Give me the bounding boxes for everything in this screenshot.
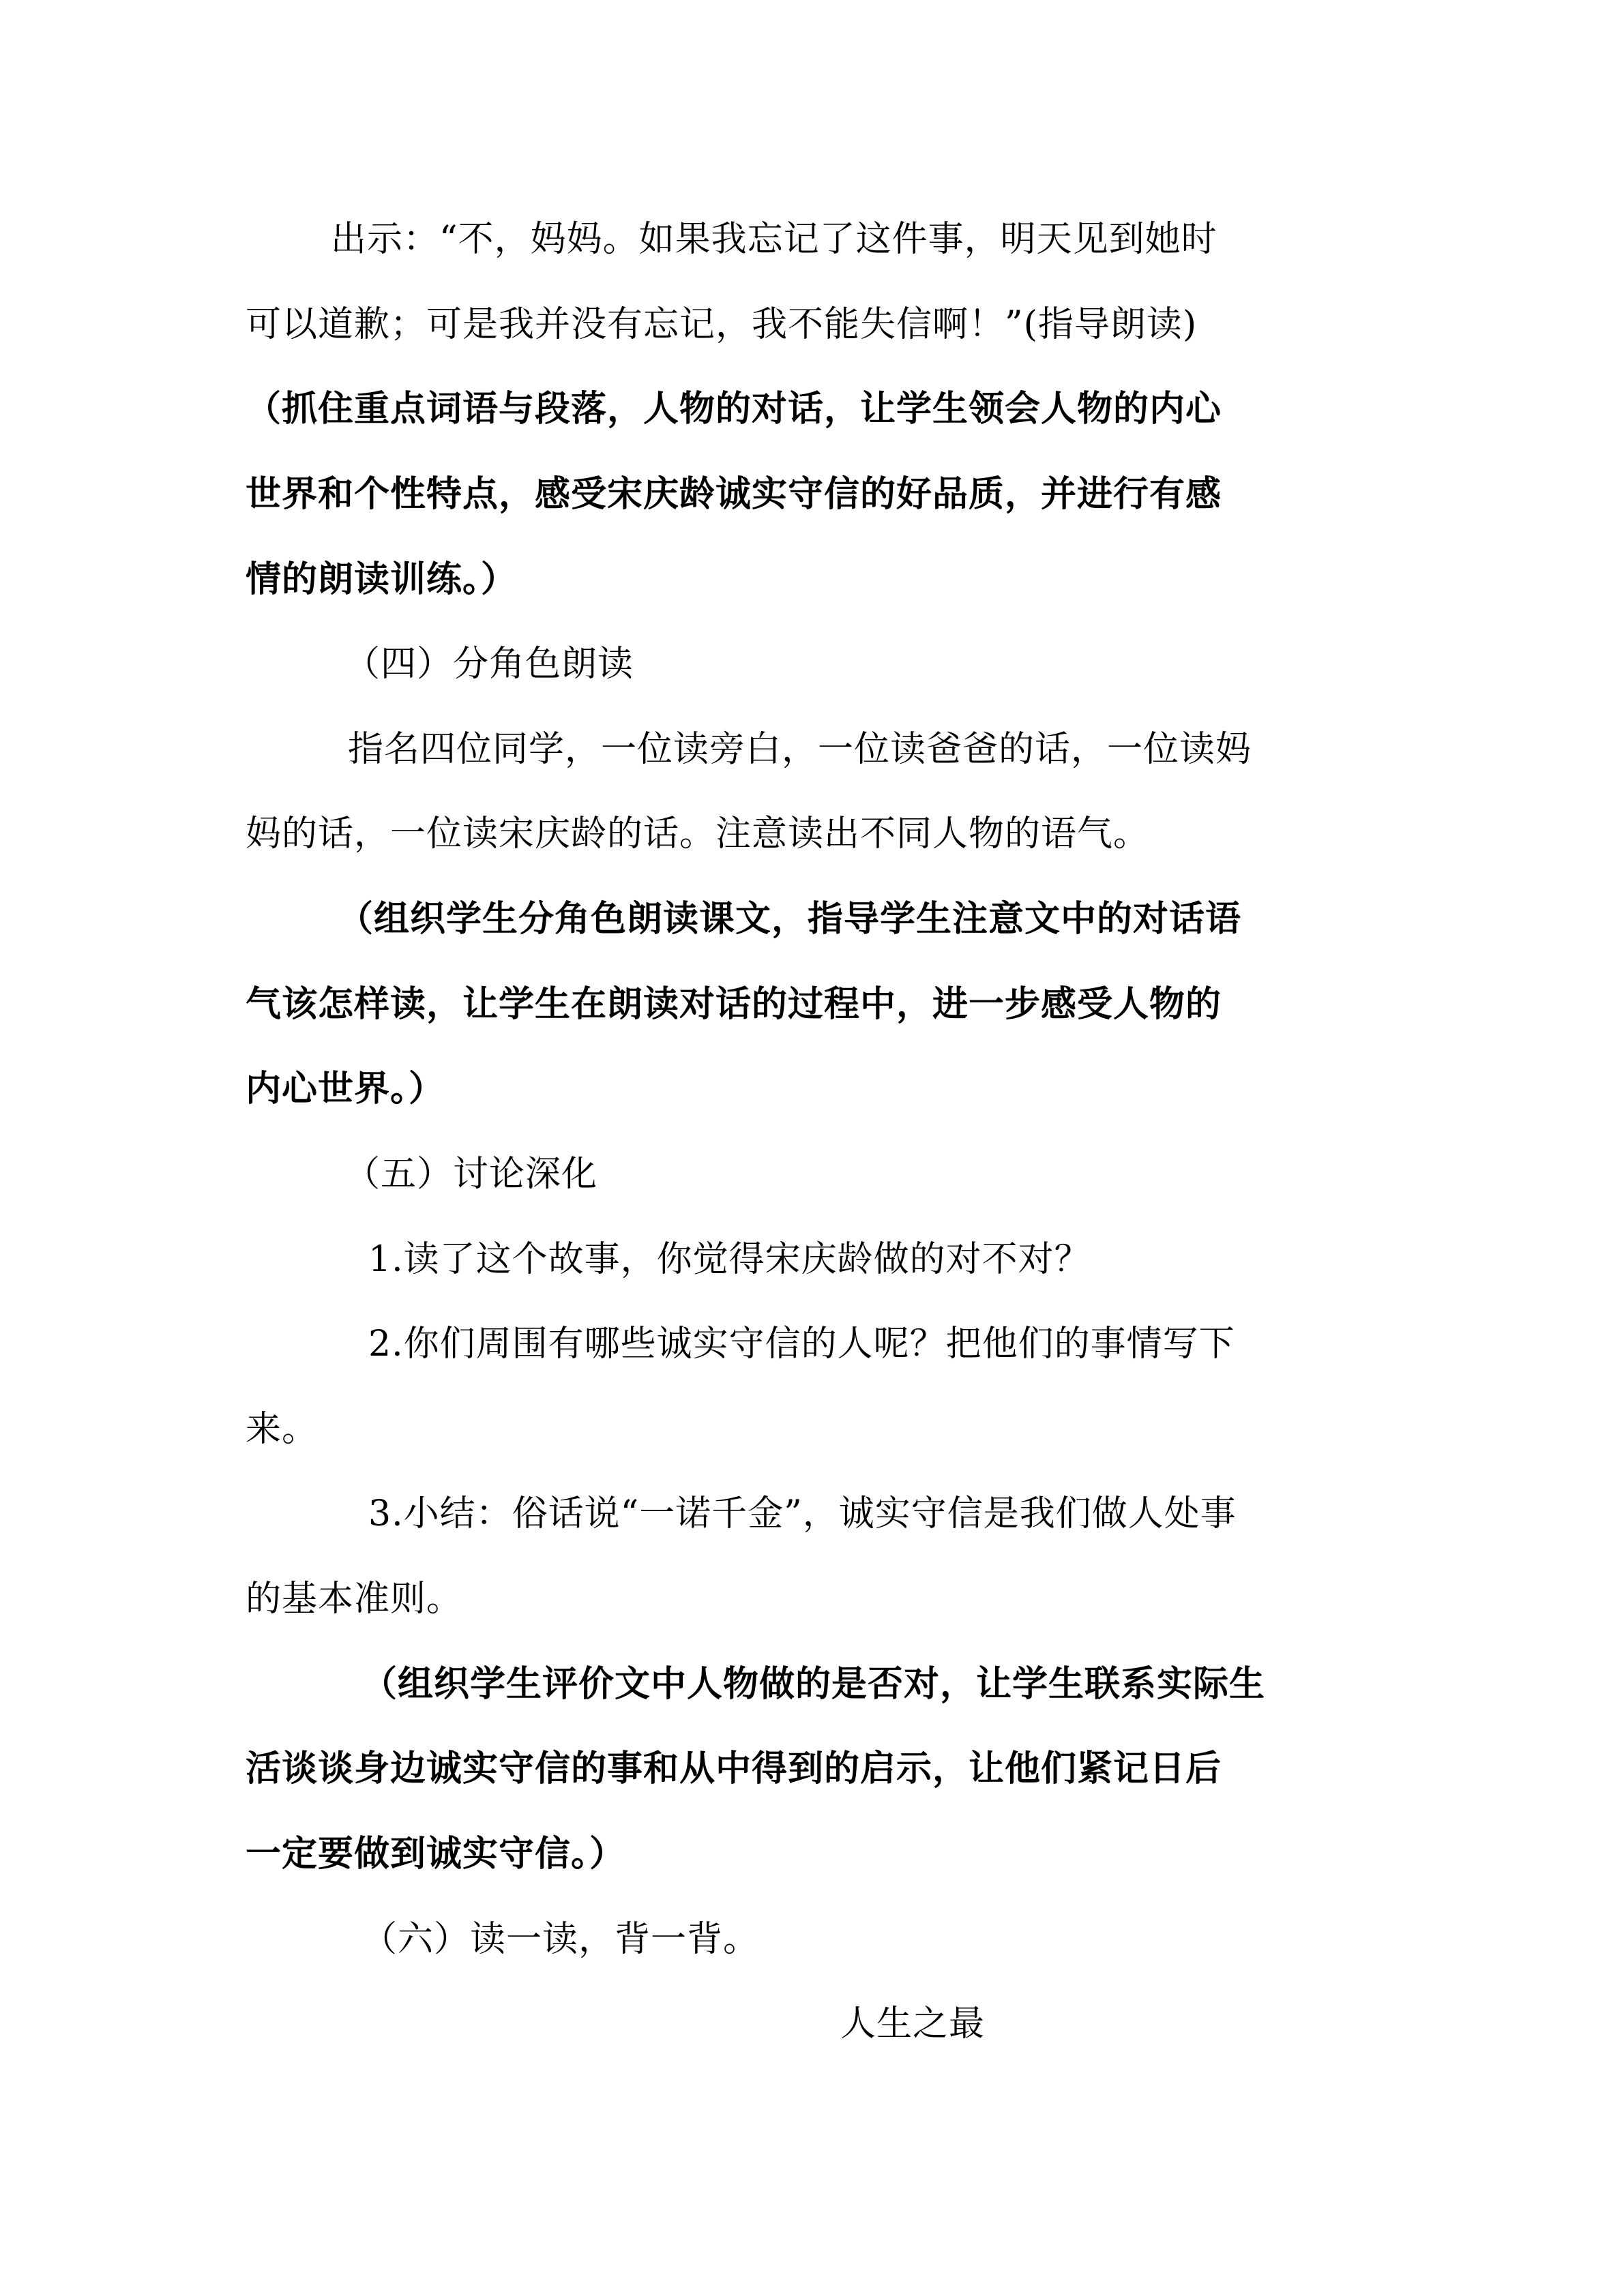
text-line-7: 指名四位同学，一位读旁白，一位读爸爸的话，一位读妈: [348, 729, 1252, 770]
list-item-3-continued: 的基本准则。: [246, 1579, 463, 1620]
list-item-1: 1.读了这个故事，你觉得宋庆龄做的对不对？: [368, 1239, 1091, 1280]
list-item-2-continued: 来。: [246, 1409, 319, 1450]
list-item-3: 3.小结：俗话说“一诺千金”，诚实守信是我们做人处事: [368, 1493, 1237, 1534]
bold-note-line-1: （抓住重点词语与段落，人物的对话，让学生领会人物的内心: [246, 389, 1222, 430]
bold-note-line-6: 内心世界。）: [246, 1069, 445, 1109]
section-heading-6: （六）读一读，背一背。: [361, 1919, 760, 1960]
bold-note-line-2: 世界和个性特点，感受宋庆龄诚实守信的好品质，并进行有感: [246, 474, 1222, 515]
list-item-2: 2.你们周围有哪些诚实守信的人呢？把他们的事情写下: [368, 1324, 1235, 1365]
text-line-8: 妈的话，一位读宋庆龄的话。注意读出不同人物的语气。: [246, 814, 1150, 854]
section-heading-5: （五）讨论深化: [344, 1154, 598, 1195]
bold-note-line-9: 一定要做到诚实守信。）: [246, 1834, 626, 1875]
bold-note-line-3: 情的朗读训练。）: [246, 559, 518, 600]
poem-title: 人生之最: [840, 2003, 986, 2044]
section-heading-4: （四）分角色朗读: [344, 644, 634, 685]
bold-note-line-7: （组织学生评价文中人物做的是否对，让学生联系实际生: [361, 1664, 1266, 1705]
bold-note-line-8: 活谈谈身边诚实守信的事和从中得到的启示，让他们紧记日后: [246, 1748, 1222, 1789]
bold-note-line-4: （组织学生分角色朗读课文，指导学生注意文中的对话语: [338, 899, 1242, 940]
bold-note-line-5: 气该怎样读，让学生在朗读对话的过程中，进一步感受人物的: [246, 984, 1222, 1025]
text-line-2: 可以道歉；可是我并没有忘记，我不能失信啊！”(指导朗读): [246, 304, 1198, 345]
text-line-1: 出示：“不，妈妈。如果我忘记了这件事，明天见到她时: [331, 219, 1217, 260]
